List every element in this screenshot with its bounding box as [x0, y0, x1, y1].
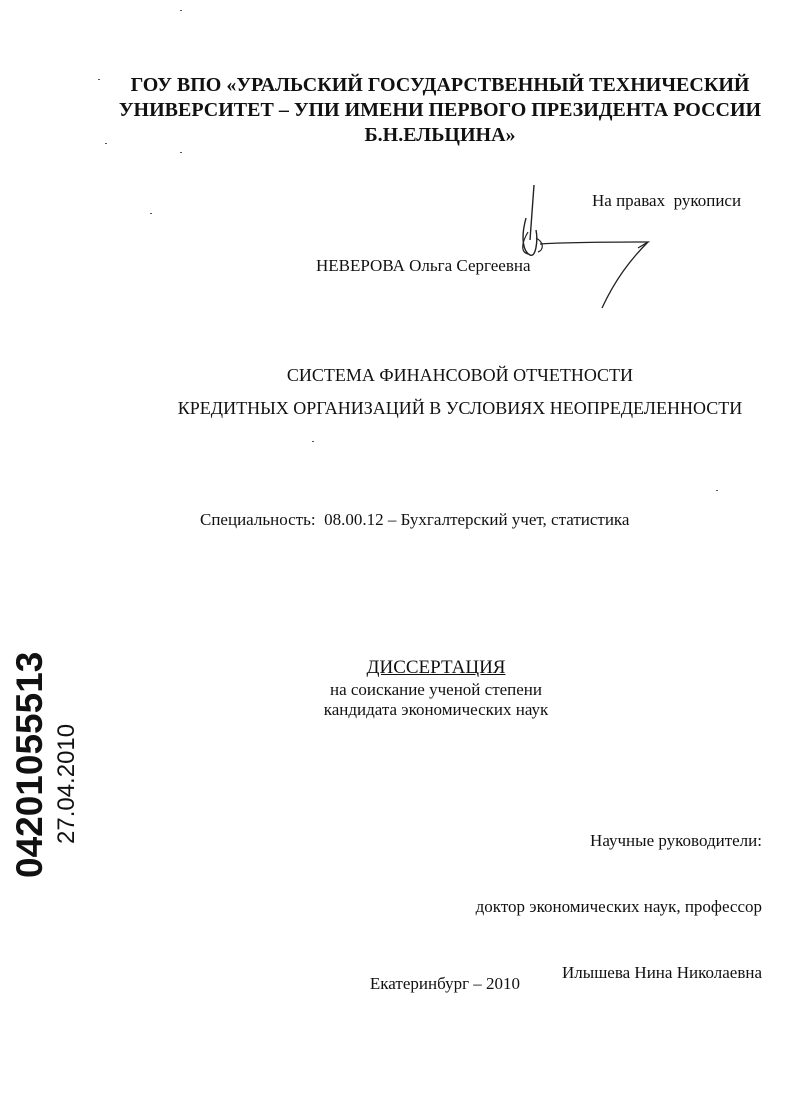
supervisors-heading: Научные руководители:: [590, 831, 762, 850]
institution-line-1: ГОУ ВПО «УРАЛЬСКИЙ ГОСУДАРСТВЕННЫЙ ТЕХНИЧЕСКИЙ: [130, 74, 750, 96]
degree-line-1: на соискание ученой степени: [329, 680, 543, 699]
stamp-date: 27.04.2010: [53, 723, 80, 844]
specialty-line: Специальность: 08.00.12 – Бухгалтерский учет, статистика: [200, 510, 630, 529]
supervisor-degree: доктор экономических наук, профессор: [475, 897, 762, 916]
stamp-number: 04201055513: [9, 651, 50, 878]
scan-speck: [180, 10, 182, 11]
institution-line-3: Б.Н.ЕЛЬЦИНА»: [364, 124, 516, 146]
supervisor-name: Илышева Нина Николаевна: [562, 963, 762, 982]
library-stamp: [2, 650, 82, 880]
author-name: НЕВЕРОВА Ольга Сергеевна: [316, 256, 531, 275]
scan-speck: [105, 143, 107, 144]
city-year: Екатеринбург – 2010: [369, 974, 521, 993]
scan-speck: [312, 441, 314, 442]
scan-speck: [150, 213, 152, 214]
scan-speck: [180, 152, 182, 153]
title-line-1: СИСТЕМА ФИНАНСОВОЙ ОТЧЕТНОСТИ: [286, 365, 634, 385]
signature-icon: [500, 180, 670, 315]
institution-header: [100, 73, 780, 148]
title-line-2: КРЕДИТНЫХ ОРГАНИЗАЦИЙ В УСЛОВИЯХ НЕОПРЕДЕЛЕННОСТИ: [177, 398, 743, 418]
dissertation-block: [286, 658, 586, 720]
scan-speck: [716, 490, 718, 491]
scan-speck: [98, 79, 100, 80]
manuscript-rights-note: На правах рукописи: [592, 191, 742, 210]
degree-line-2: кандидата экономических наук: [323, 700, 549, 719]
supervisors-block: [362, 786, 762, 1006]
dissertation-title: [130, 359, 790, 425]
institution-line-2: УНИВЕРСИТЕТ – УПИ ИМЕНИ ПЕРВОГО ПРЕЗИДЕНТА РОССИИ: [118, 99, 762, 121]
dissertation-type: ДИССЕРТАЦИЯ: [366, 657, 506, 678]
